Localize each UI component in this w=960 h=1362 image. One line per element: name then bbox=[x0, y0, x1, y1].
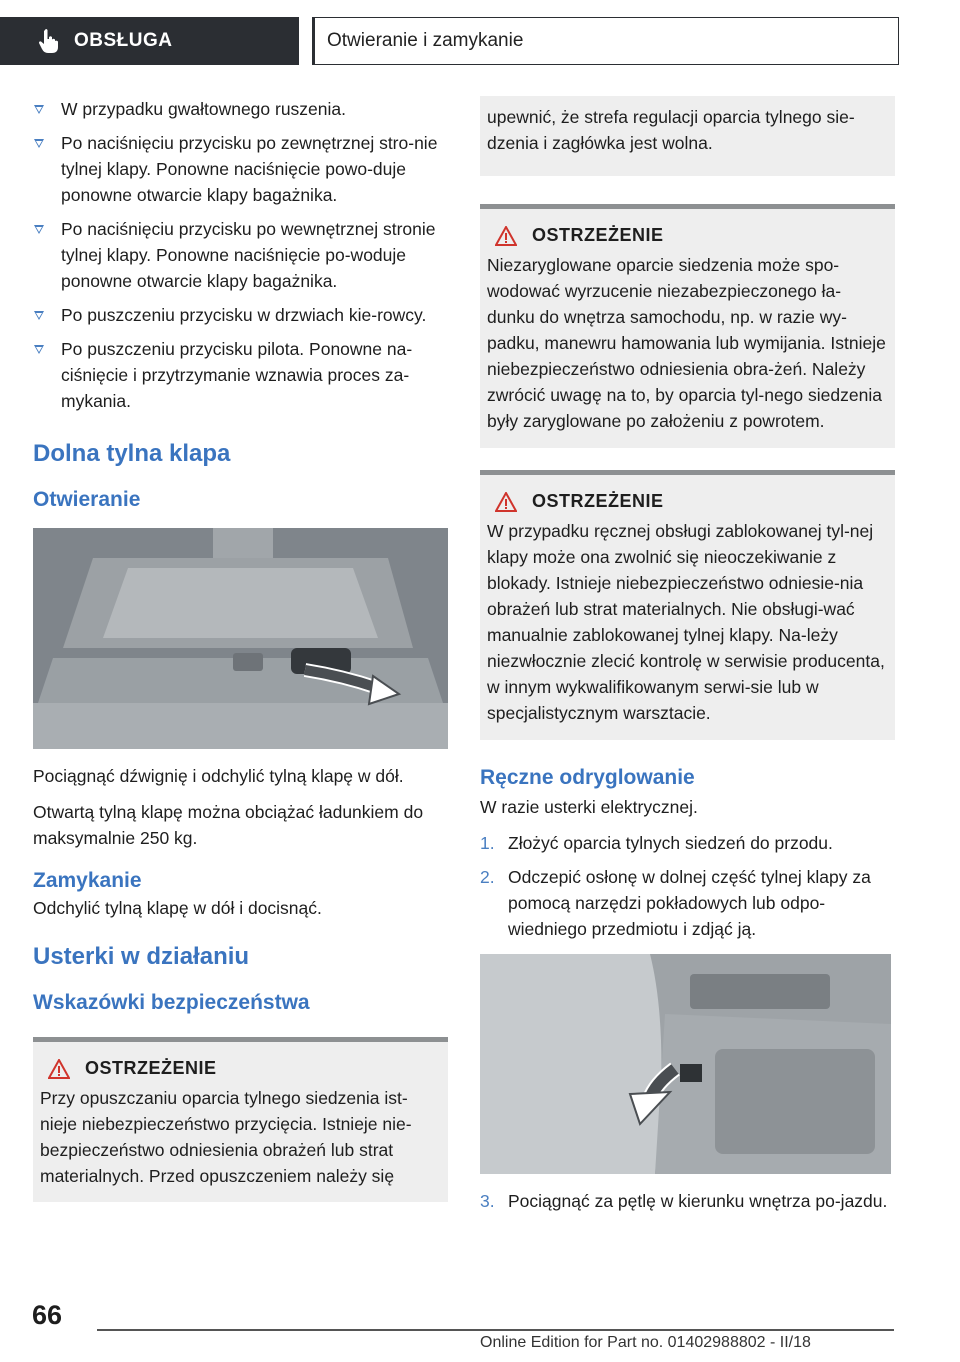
section-label: OBSŁUGA bbox=[74, 30, 173, 51]
footer-divider bbox=[97, 1329, 894, 1331]
opening-step: Pociągnąć dźwignię i odchylić tylną klapę w dół. bbox=[33, 766, 404, 786]
warning-box bbox=[33, 1037, 448, 1202]
list-item: Po naciśnięciu przycisku po zewnętrznej stro-nie tylnej klapy. Ponowne naciśnięcie powo-duje ponowne otwarcie klapy bagażnika. bbox=[33, 130, 448, 208]
warning-text: W przypadku ręcznej obsługi zablokowanej tyl-nej klapy może ona zwolnić się nieoczekiwanie z blokady. Istnieje niebezpieczeństwo odniesie-nia obrażeń lub strat materialnych. Nie obsługi-wać manualnie zablokowanej tylnej klapy. Na-leży niezwłocznie zlecić kontrolę w serwisie producenta, w innym wykwalifikowanym serwi-sie lub w specjalistycznym warsztacie. bbox=[487, 521, 885, 723]
warning-text: upewnić, że strefa regulacji oparcia tylnego sie-dzenia i zagłówka jest wolna. bbox=[487, 107, 855, 153]
load-note: Otwartą tylną klapę można obciążać ładunkiem do maksymalnie 250 kg. bbox=[33, 802, 424, 848]
list-item: Po naciśnięciu przycisku po wewnętrznej stronie tylnej klapy. Ponowne naciśnięcie po-woduje ponowne otwarcie klapy bagażnika. bbox=[33, 216, 448, 294]
warning-box bbox=[480, 470, 895, 740]
heading-lower-tailgate: Dolna tylna klapa bbox=[33, 440, 231, 467]
warning-label: OSTRZEŻENIE bbox=[532, 491, 664, 511]
triangle-bullet-icon bbox=[34, 225, 44, 234]
right-column bbox=[480, 96, 895, 1222]
trunk-lever-illustration bbox=[33, 528, 448, 749]
hand-icon bbox=[38, 28, 60, 54]
warning-text: Przy opuszczaniu oparcia tylnego siedzenia ist-nieje niebezpieczeństwo przycięcia. Istnieje nie-bezpieczeństwo odniesienia obrażeń lub strat materialnych. Przed opuszczeniem należy się bbox=[40, 1088, 412, 1186]
section-tab bbox=[0, 17, 299, 65]
condition-list bbox=[33, 96, 448, 414]
warning-triangle-icon bbox=[495, 226, 517, 246]
page-number: 66 bbox=[32, 1300, 63, 1330]
warning-box-continued bbox=[480, 96, 895, 176]
warning-text: Niezaryglowane oparcie siedzenia może spo-wodować wyrzucenie niezabezpieczonego ła-dunku do wnętrza samochodu, np. w razie wy-padku, manewru hamowania lub wymijania. Istnieje niebezpieczeństwo odniesienia obra-żeń. Należy zwrócić uwagę na to, by oparcia tyl-nego siedzenia były zaryglowane po założeniu z powrotem. bbox=[487, 255, 886, 431]
list-item: W przypadku gwałtownego ruszenia. bbox=[33, 96, 448, 122]
list-item: Po puszczeniu przycisku pilota. Ponowne na-ciśnięcie i przytrzymanie wznawia proces za-mykania. bbox=[33, 336, 448, 414]
warning-triangle-icon bbox=[48, 1059, 70, 1079]
left-column bbox=[33, 96, 448, 1202]
heading-faults: Usterki w działaniu bbox=[33, 943, 250, 970]
chapter-header bbox=[312, 17, 899, 65]
list-item: 2. Odczepić osłonę w dolnej część tylnej klapy za pomocą narzędzi pokładowych lub odpo-wiedniego przedmiotu i zdjąć ją. bbox=[480, 867, 871, 939]
heading-safety: Wskazówki bezpieczeństwa bbox=[33, 991, 310, 1014]
manual-unlock-intro: W razie usterki elektrycznej. bbox=[480, 797, 698, 817]
steps-list-continued bbox=[480, 1188, 895, 1214]
heading-closing: Zamykanie bbox=[33, 869, 142, 892]
triangle-bullet-icon bbox=[34, 139, 44, 148]
list-item: Po puszczeniu przycisku w drzwiach kie-rowcy. bbox=[33, 302, 448, 328]
list-item: 1. Złożyć oparcia tylnych siedzeń do przodu. bbox=[480, 833, 833, 853]
triangle-bullet-icon bbox=[34, 345, 44, 354]
triangle-bullet-icon bbox=[34, 311, 44, 320]
warning-label: OSTRZEŻENIE bbox=[85, 1058, 217, 1078]
heading-manual-unlock: Ręczne odryglowanie bbox=[480, 766, 695, 789]
warning-triangle-icon bbox=[495, 492, 517, 512]
warning-label: OSTRZEŻENIE bbox=[532, 225, 664, 245]
chapter-title: Otwieranie i zamykanie bbox=[327, 30, 524, 51]
closing-step: Odchylić tylną klapę w dół i docisnąć. bbox=[33, 898, 322, 918]
warning-box bbox=[480, 204, 895, 448]
list-item: 3. Pociągnąć za pętlę w kierunku wnętrza po-jazdu. bbox=[480, 1191, 888, 1211]
triangle-bullet-icon bbox=[34, 105, 44, 114]
footer-edition: Online Edition for Part no. 01402988802 - II/18 bbox=[480, 1334, 811, 1351]
tailgate-cover-illustration bbox=[480, 954, 891, 1174]
steps-list bbox=[480, 830, 895, 942]
heading-opening: Otwieranie bbox=[33, 488, 141, 511]
